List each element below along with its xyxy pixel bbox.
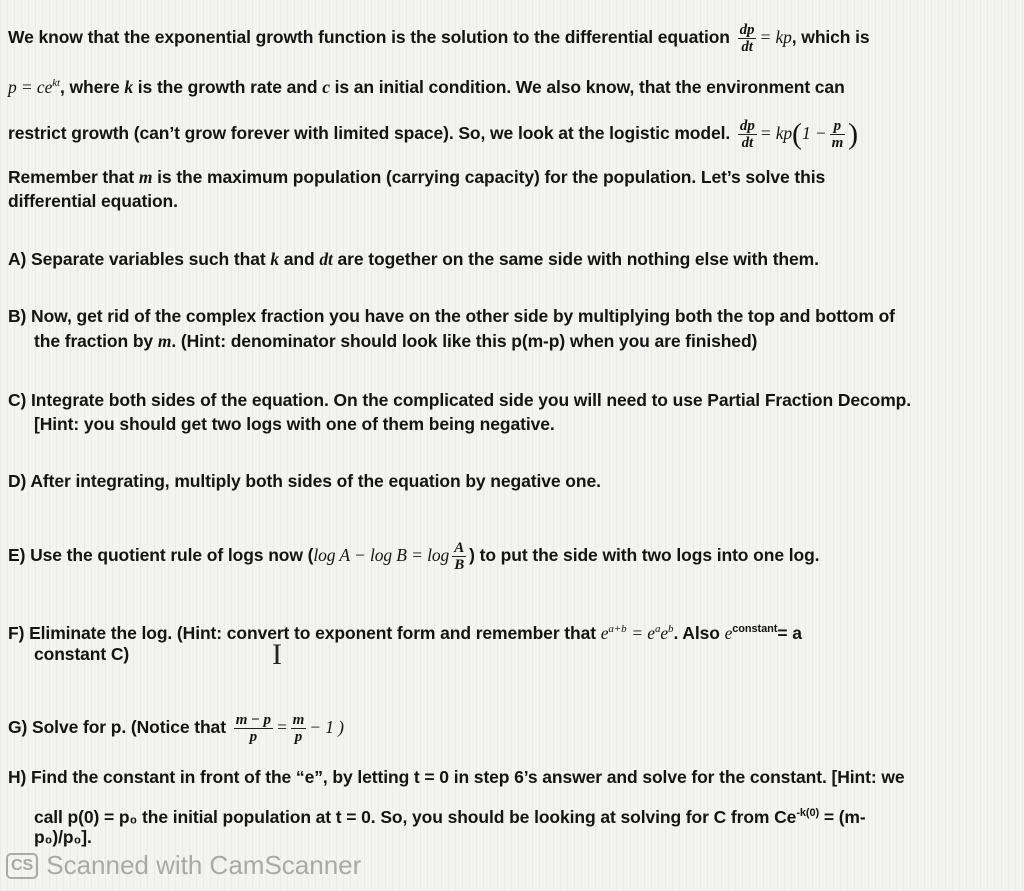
left-paren: ( bbox=[792, 117, 802, 151]
exp-base: e bbox=[724, 622, 733, 643]
m-over-p-fraction bbox=[291, 712, 307, 745]
equation-tail: − 1 ) bbox=[309, 717, 344, 738]
exponent: a bbox=[654, 623, 661, 635]
exponent: constant bbox=[732, 623, 778, 635]
equals-sign: = bbox=[275, 717, 288, 738]
step-label: B) bbox=[8, 306, 27, 326]
step-text: = (m- bbox=[823, 806, 866, 827]
step-text: Separate variables such that bbox=[31, 249, 266, 269]
m-minus-p-over-p-fraction bbox=[234, 712, 273, 745]
exponent: b bbox=[668, 623, 674, 635]
step-text: the fraction by bbox=[34, 331, 154, 351]
intro-line-1 bbox=[8, 22, 870, 55]
intro-line-4 bbox=[8, 166, 825, 188]
step-g bbox=[8, 712, 344, 745]
dp-dt-fraction bbox=[738, 22, 757, 55]
text-cursor-icon: I bbox=[272, 638, 282, 671]
step-b-line-1 bbox=[8, 305, 895, 327]
step-h-line-1 bbox=[8, 766, 904, 788]
log-equation: log A − log B = log bbox=[313, 545, 450, 566]
step-h-line-3: p₀)/p₀]. bbox=[34, 827, 92, 847]
fraction-numerator: dp bbox=[739, 22, 755, 38]
step-label: E) bbox=[8, 545, 26, 566]
fraction-numerator: p bbox=[830, 118, 846, 135]
watermark-text: Scanned with CamScanner bbox=[46, 850, 362, 880]
step-label: F) bbox=[8, 622, 25, 643]
exponent: kt bbox=[52, 77, 60, 89]
step-c-line-1 bbox=[8, 389, 911, 411]
fraction-numerator: m − p bbox=[235, 712, 271, 728]
step-text: . (Hint: denominator should look like this bbox=[171, 331, 507, 351]
intro-text: We know that the exponential growth function is the solution to the differential equation bbox=[8, 27, 730, 48]
step-text: are together on the same side with nothing else with them. bbox=[337, 249, 819, 269]
step-f-line-2: constant C) bbox=[34, 644, 130, 664]
step-text: Use the quotient rule of logs now ( bbox=[30, 545, 314, 566]
variable-m: m bbox=[138, 167, 153, 187]
step-text: Eliminate the log. (Hint: convert to exponent form and remember that bbox=[29, 622, 596, 643]
p-over-m-fraction bbox=[830, 118, 846, 151]
variable-c: c bbox=[322, 76, 330, 97]
camscanner-logo-icon: CS bbox=[6, 853, 38, 879]
exponent: a+b bbox=[608, 623, 627, 635]
fraction-denominator: dt bbox=[741, 135, 754, 151]
step-text: Integrate both sides of the equation. On the complicated side you will need to use Partial Fraction Decomp. bbox=[31, 390, 912, 410]
fraction-denominator: B bbox=[454, 557, 465, 573]
step-text: and bbox=[283, 249, 315, 269]
variable-m: m bbox=[157, 331, 172, 351]
equation-rhs: = kp bbox=[759, 123, 793, 144]
variable-k: k bbox=[270, 249, 279, 269]
fraction-denominator: p bbox=[294, 729, 303, 745]
growth-equation: p = ce bbox=[8, 76, 53, 97]
intro-text: is an initial condition. We also know, that the environment can bbox=[334, 76, 845, 97]
step-b-line-2 bbox=[34, 330, 757, 352]
fraction-numerator: dp bbox=[739, 118, 755, 134]
exp-base: e bbox=[660, 622, 669, 643]
step-text: After integrating, multiply both sides of the equation by negative one. bbox=[30, 471, 601, 491]
variable-dt: dt bbox=[319, 249, 333, 269]
exp-base: = e bbox=[631, 622, 655, 643]
step-text: Now, get rid of the complex fraction you have on the other side by multiplying both the top and bottom of bbox=[31, 306, 895, 326]
intro-text: Remember that bbox=[8, 167, 135, 187]
step-label: G) bbox=[8, 717, 28, 738]
intro-line-5: differential equation. bbox=[8, 191, 178, 211]
intro-text: restrict growth (can’t grow forever with limited space). So, we look at the logistic model. bbox=[8, 123, 731, 144]
variable-k: k bbox=[124, 76, 134, 97]
equation-rhs: = kp bbox=[759, 27, 792, 48]
step-label: C) bbox=[8, 390, 27, 410]
step-a bbox=[8, 248, 819, 270]
fraction-numerator: A bbox=[454, 540, 465, 556]
step-d bbox=[8, 470, 601, 492]
step-text: when you are finished) bbox=[569, 331, 758, 351]
step-f-line-1 bbox=[8, 618, 802, 644]
intro-text: is the maximum population (carrying capacity) for the population. Let’s solve this bbox=[157, 167, 826, 187]
step-text: ) to put the side with two logs into one log. bbox=[469, 545, 820, 566]
dp-dt-fraction bbox=[738, 118, 757, 151]
fraction-numerator: m bbox=[292, 712, 305, 728]
step-text: call p(0) = p₀ the initial population at t = 0. So, you should be looking at solving for C from Ce bbox=[34, 806, 797, 827]
step-e bbox=[8, 540, 819, 573]
step-text: Find the constant in front of the “e”, by letting t = 0 in step 6’s answer and solve for the constant. [Hint: we bbox=[31, 767, 905, 787]
intro-text: is the growth rate and bbox=[137, 76, 318, 97]
fraction-denominator: m bbox=[831, 135, 844, 151]
step-text: Solve for p. (Notice that bbox=[32, 717, 226, 738]
step-label: D) bbox=[8, 471, 27, 491]
step-c-line-2: [Hint: you should get two logs with one of them being negative. bbox=[34, 414, 555, 434]
step-text: = a bbox=[777, 622, 802, 643]
intro-text: , which is bbox=[791, 27, 870, 48]
step-h-line-2 bbox=[34, 802, 866, 828]
exponent: -k(0) bbox=[796, 807, 820, 819]
exp-base: e bbox=[600, 622, 609, 643]
denominator-example: p(m-p) bbox=[511, 331, 566, 351]
intro-text: , where bbox=[60, 76, 120, 97]
fraction-denominator: dt bbox=[741, 39, 753, 55]
step-label: A) bbox=[8, 249, 27, 269]
equation-one-minus: 1 − bbox=[801, 123, 827, 144]
intro-line-2 bbox=[8, 72, 845, 98]
a-over-b-fraction bbox=[452, 540, 466, 573]
step-label: H) bbox=[8, 767, 27, 787]
fraction-denominator: p bbox=[249, 729, 258, 745]
right-paren: ) bbox=[848, 117, 859, 151]
step-text: . Also bbox=[673, 622, 720, 643]
intro-line-3 bbox=[8, 118, 858, 151]
camscanner-watermark bbox=[6, 850, 361, 881]
